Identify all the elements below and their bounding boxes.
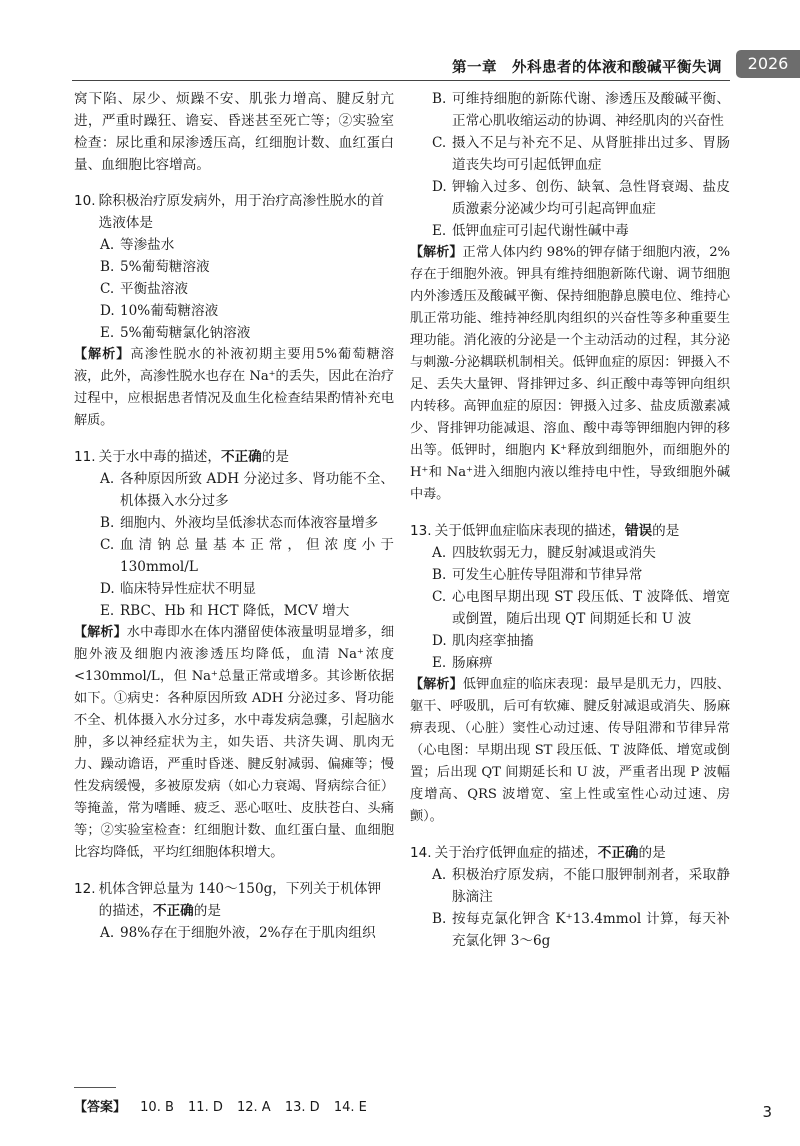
option-key: A.	[100, 237, 115, 253]
option-text: RBC、Hb 和 HCT 降低，MCV 增大	[120, 603, 350, 619]
option-key: A.	[100, 471, 115, 487]
option-b	[432, 88, 730, 132]
option-b	[100, 256, 394, 278]
option-list	[410, 864, 730, 952]
question-number: 10.	[74, 193, 96, 209]
option-text: 平衡盐溶液	[120, 281, 188, 297]
question-12-continued	[410, 88, 730, 506]
option-list	[74, 234, 394, 344]
answer-item: 14. E	[333, 1100, 367, 1115]
option-b	[432, 908, 730, 952]
option-key: C.	[432, 135, 447, 151]
page-number: 3	[762, 1103, 772, 1121]
stem-post: 的是	[261, 449, 289, 465]
option-text: 积极治疗原发病，不能口服钾制剂者，采取静脉滴注	[452, 867, 730, 905]
option-text: 10%葡萄糖溶液	[120, 303, 219, 319]
answer-item: 13. D	[284, 1100, 320, 1115]
question-number: 14.	[410, 845, 432, 861]
header-divider	[72, 80, 730, 81]
question-stem	[410, 520, 730, 542]
option-text: 四肢软弱无力，腱反射减退或消失	[452, 545, 656, 561]
question-number: 12.	[74, 881, 96, 897]
option-a	[100, 234, 394, 256]
left-column	[74, 88, 394, 944]
analysis-text: 低钾血症的临床表现：最早是肌无力，四肢、躯干、呼吸肌，后可有软瘫、腱反射减退或消失、肠麻痹表现、（心脏）窦性心动过速、传导阻滞和节律异常（心电图：早期出现 ST 段压低、T 波降低、增宽或倒置；后出现 QT 间期延长和 U 波，严重者出现 P 波幅度增高、QRS 波增宽、室上性或室性心动过速、房颤）。	[410, 677, 730, 824]
analysis-text: 高渗性脱水的补液初期主要用5%葡萄糖溶液，此外，高渗性脱水也存在 Na⁺的丢失，因此在治疗过程中，应根据患者情况及血生化检查结果酌情补充电解质。	[74, 347, 394, 428]
continuation-text: 窝下陷、尿少、烦躁不安、肌张力增高、腱反射亢进，严重时躁狂、谵妄、昏迷甚至死亡等；②实验室检查：尿比重和尿渗透压高，红细胞计数、血红蛋白量、血细胞比容增高。	[74, 91, 394, 173]
option-key: E.	[432, 223, 447, 239]
option-key: A.	[100, 925, 115, 941]
option-key: E.	[432, 655, 447, 671]
option-text: 肠麻痹	[452, 655, 493, 671]
option-text: 低钾血症可引起代谢性碱中毒	[452, 223, 629, 239]
option-e	[100, 322, 394, 344]
option-text: 98%存在于细胞外液，2%存在于肌肉组织	[120, 925, 376, 941]
option-key: A.	[432, 867, 447, 883]
option-key: B.	[432, 91, 447, 107]
option-list	[410, 88, 730, 242]
option-d	[432, 630, 730, 652]
option-key: B.	[100, 515, 115, 531]
option-d	[100, 300, 394, 322]
chapter-title: 第一章 外科患者的体液和酸碱平衡失调	[452, 60, 722, 76]
option-key: B.	[432, 911, 447, 927]
option-text: 可发生心脏传导阻滞和节律异常	[452, 567, 643, 583]
question-text	[435, 842, 730, 864]
analysis-label: 【解析】	[410, 245, 463, 260]
analysis	[74, 344, 394, 432]
answer-label: 【答案】	[74, 1100, 127, 1115]
option-a	[100, 468, 394, 512]
option-key: D.	[432, 179, 447, 195]
option-c	[432, 132, 730, 176]
question-number: 13.	[410, 523, 432, 539]
answer-item: 10. B	[140, 1100, 174, 1115]
question-text: 除积极治疗原发病外，用于治疗高渗性脱水的首选液体是	[98, 193, 385, 231]
analysis	[410, 242, 730, 506]
stem-post: 的是	[652, 523, 680, 539]
question-text	[99, 878, 394, 922]
question-stem	[410, 842, 730, 864]
option-text: 可维持细胞的新陈代谢、渗透压及酸碱平衡、正常心肌收缩运动的协调、神经肌肉的兴奋性	[452, 91, 730, 129]
option-d	[100, 578, 394, 600]
option-c	[432, 586, 730, 630]
option-text: 心电图早期出现 ST 段压低、T 波降低、增宽或倒置，随后出现 QT 间期延长和 U 波	[452, 589, 730, 627]
analysis	[74, 622, 394, 864]
question-11	[74, 446, 394, 864]
option-list	[410, 542, 730, 674]
analysis-label: 【解析】	[410, 677, 463, 692]
option-text: 肌肉痉挛抽搐	[452, 633, 534, 649]
stem-post: 的是	[193, 903, 221, 919]
option-a	[432, 864, 730, 908]
option-text: 血清钠总量基本正常，但浓度小于130mmol/L	[120, 537, 394, 575]
question-13	[410, 520, 730, 828]
stem-pre: 关于水中毒的描述，	[98, 449, 221, 465]
option-key: E.	[100, 325, 115, 341]
option-text: 摄入不足与补充不足、从肾脏排出过多、胃肠道丧失均可引起低钾血症	[452, 135, 730, 173]
analysis-label: 【解析】	[74, 625, 127, 640]
question-stem	[74, 190, 394, 234]
option-key: C.	[432, 589, 447, 605]
option-text: 5%葡萄糖溶液	[120, 259, 210, 275]
question-stem	[74, 446, 394, 468]
answer-item: 11. D	[188, 1100, 223, 1115]
stem-negation: 不正确	[153, 903, 194, 919]
option-text: 各种原因所致 ADH 分泌过多、肾功能不全、机体摄入水分过多	[120, 471, 394, 509]
option-c	[100, 534, 394, 578]
option-e	[432, 220, 730, 242]
option-key: E.	[100, 603, 115, 619]
stem-negation: 不正确	[220, 449, 262, 465]
question-stem	[74, 878, 394, 922]
option-text: 5%葡萄糖氯化钠溶液	[120, 325, 251, 341]
analysis-text: 正常人体内约 98%的钾存储于细胞内液，2%存在于细胞外液。钾具有维持细胞新陈代谢、调节细胞内外渗透压及酸碱平衡、保持细胞静息膜电位、维持心肌正常功能、维持神经肌肉组织的兴奋性等多种重要生理功能。消化液的分泌是一个主动活动的过程，其分泌与刺激-分泌耦联机制相关。低钾血症的原因：钾摄入不足、丢失大量钾、肾排钾过多、纠正酸中毒等钾向组织内转移。高钾血症的原因：钾摄入过多、盐皮质激素减少、肾排钾功能减退、溶血、酸中毒等钾细胞内钾的移出等。低钾时，细胞内 K⁺释放到细胞外，而细胞外的 H⁺和 Na⁺进入细胞内液以维持电中性，导致细胞外碱中毒。	[410, 245, 730, 502]
stem-pre: 关于治疗低钾血症的描述，	[434, 845, 598, 861]
option-e	[100, 600, 394, 622]
option-key: D.	[100, 581, 115, 597]
answer-item: 12. A	[237, 1100, 271, 1115]
option-text: 临床特异性症状不明显	[120, 581, 256, 597]
question-10	[74, 190, 394, 432]
option-c	[100, 278, 394, 300]
stem-pre: 机体含钾总量为 140～150g，下列关于机体钾的描述，	[98, 881, 382, 919]
right-column	[410, 88, 730, 952]
stem-post: 的是	[638, 845, 666, 861]
option-list	[74, 922, 394, 944]
answer-key	[74, 1096, 377, 1115]
year-badge: 2026	[736, 50, 800, 78]
option-key: D.	[100, 303, 115, 319]
option-text: 钾输入过多、创伤、缺氧、急性肾衰竭、盐皮质激素分泌减少均可引起高钾血症	[452, 179, 730, 217]
stem-negation: 错误	[624, 523, 653, 539]
question-number: 11.	[74, 449, 96, 465]
analysis-text: 水中毒即水在体内潴留使体液量明显增多，细胞外液及细胞内液渗透压均降低，血清 Na⁺浓度<130mmol/L，但 Na⁺总量正常或增多。其诊断依据如下。①病史：各种原因所致 ADH 分泌过多、肾功能不全、机体摄入水分过多，水中毒发病急骤，引起脑水肿，多以神经症状为主，如失语、共济失调、肌肉无力、躁动谵语，严重时昏迷、腱反射减弱、偏瘫等；慢性发病缓慢，多被原发病（如心力衰竭、肾病综合征）等掩盖，常为嗜睡、疲乏、恶心呕吐、皮肤苍白、头痛等；②实验室检查：红细胞计数、血红蛋白量、血细胞比容均降低，平均红细胞体积增大。	[74, 625, 394, 860]
analysis-label: 【解析】	[74, 347, 131, 362]
option-list	[74, 468, 394, 622]
footnote-divider	[74, 1087, 116, 1088]
option-e	[432, 652, 730, 674]
option-key: C.	[100, 537, 115, 553]
option-a	[432, 542, 730, 564]
analysis	[410, 674, 730, 828]
question-text	[435, 520, 730, 542]
question-text	[99, 446, 394, 468]
stem-pre: 关于低钾血症临床表现的描述，	[434, 523, 625, 539]
stem-negation: 不正确	[597, 845, 639, 861]
option-key: C.	[100, 281, 115, 297]
option-key: A.	[432, 545, 447, 561]
option-text: 按每克氯化钾含 K⁺13.4mmol 计算，每天补充氯化钾 3～6g	[452, 911, 730, 949]
question-12	[74, 878, 394, 944]
option-text: 等渗盐水	[120, 237, 175, 253]
option-a	[100, 922, 394, 944]
question-14	[410, 842, 730, 952]
option-key: B.	[100, 259, 115, 275]
option-b	[100, 512, 394, 534]
option-b	[432, 564, 730, 586]
option-key: B.	[432, 567, 447, 583]
option-key: D.	[432, 633, 447, 649]
option-d	[432, 176, 730, 220]
option-text: 细胞内、外液均呈低渗状态而体液容量增多	[120, 515, 379, 531]
